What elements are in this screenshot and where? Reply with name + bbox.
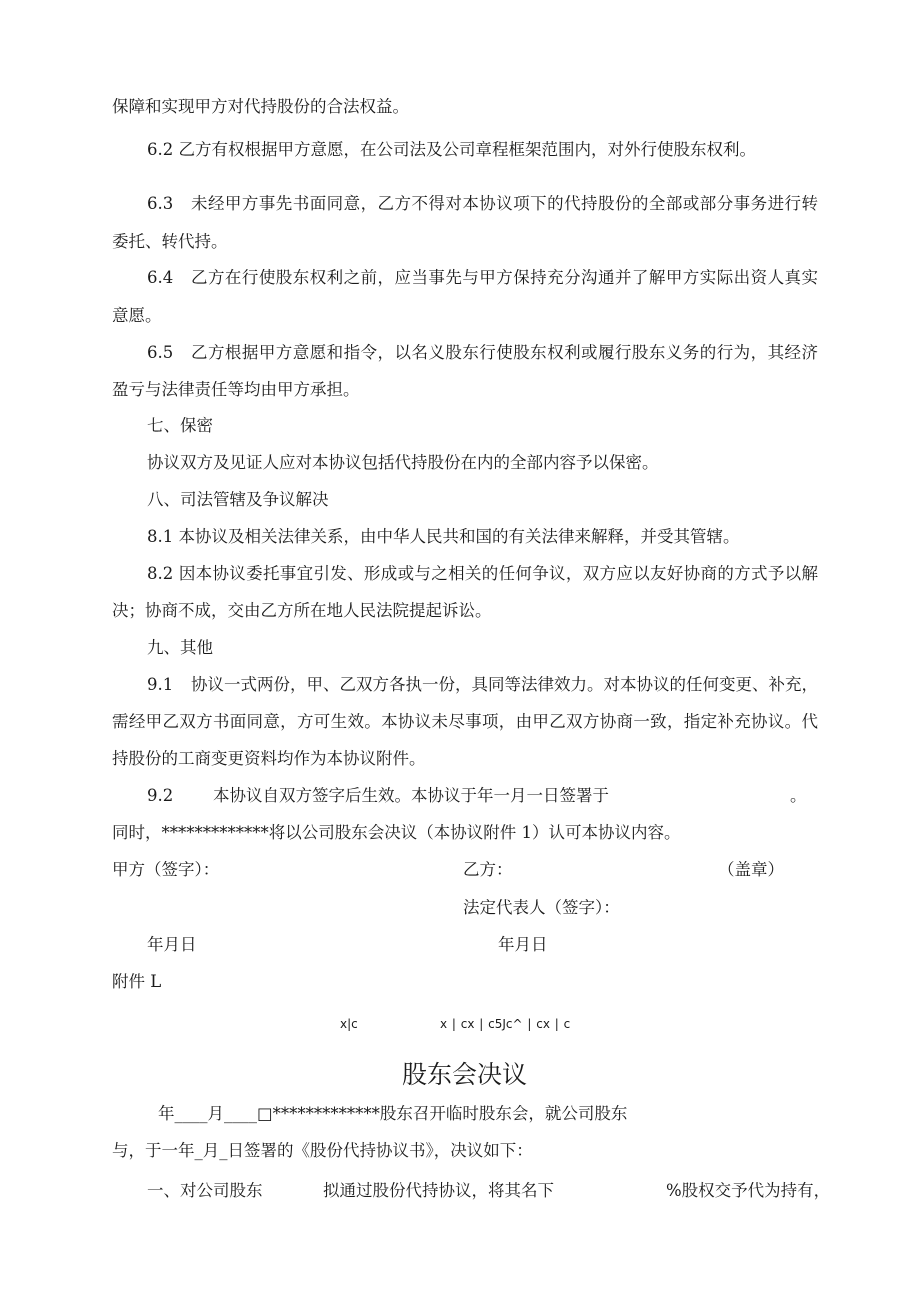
ocr-artifact: x | cx | c5Jc^ | cx | c bbox=[440, 1017, 571, 1031]
clause-9-1-number: 9.1 bbox=[147, 675, 174, 694]
annex-label: 附件 L bbox=[112, 972, 162, 991]
section-heading-confidentiality: 七、保密 bbox=[147, 416, 213, 435]
paragraph-line: 持股份的工商变更资料均作为本协议附件。 bbox=[112, 749, 426, 768]
section-heading-other: 九、其他 bbox=[147, 638, 213, 657]
resolution-item-1-part-c: %股权交予代为持有， bbox=[666, 1181, 831, 1200]
date-party-a: 年月日 bbox=[147, 935, 197, 954]
paragraph-line: 协议双方及见证人应对本协议包括代持股份在内的全部内容予以保密。 bbox=[147, 453, 659, 472]
clause-6-3-text: 未经甲方事先书面同意，乙方不得对本协议项下的代持股份的全部或部分事务进行转 bbox=[191, 194, 818, 213]
seal-label: （盖章） bbox=[718, 860, 784, 879]
clause-8-1: 8.1 本协议及相关法律关系，由中华人民共和国的有关法律来解释，并受其管辖。 bbox=[147, 527, 740, 546]
clause-9-1-text: 协议一式两份，甲、乙双方各执一份，具同等法律效力。对本协议的任何变更、补充， bbox=[191, 675, 818, 694]
clause-6-2: 6.2 乙方有权根据甲方意愿，在公司法及公司章程框架范围内，对外行使股东权利。 bbox=[147, 140, 756, 159]
party-a-signature: 甲方（签字）： bbox=[112, 860, 220, 879]
date-party-b: 年月日 bbox=[498, 935, 548, 954]
resolution-item-1-part-b: 拟通过股份代持协议，将其名下 bbox=[323, 1181, 554, 1200]
legal-representative-signature: 法定代表人（签字）： bbox=[463, 898, 620, 917]
clause-6-4-text: 乙方在行使股东权利之前，应当事先与甲方保持充分沟通并了解甲方实际出资人真实 bbox=[191, 268, 818, 287]
resolution-title: 股东会决议 bbox=[402, 1060, 528, 1089]
ocr-artifact: x|c bbox=[340, 1017, 358, 1031]
resolution-line: 与，于一年_月_日签署的《股份代持协议书》，决议如下： bbox=[112, 1141, 533, 1160]
paragraph-line: 委托、转代持。 bbox=[112, 232, 228, 251]
paragraph-line: 决；协商不成，交由乙方所在地人民法院提起诉讼。 bbox=[112, 601, 492, 620]
paragraph-line: 保障和实现甲方对代持股份的合法权益。 bbox=[112, 97, 409, 116]
clause-6-5-number: 6.5 bbox=[147, 343, 174, 362]
party-b-label: 乙方： bbox=[463, 860, 513, 879]
paragraph-line: 意愿。 bbox=[112, 306, 162, 325]
paragraph-line: 同时，*************将以公司股东会决议（本协议附件 1）认可本协议内容。 bbox=[112, 823, 681, 842]
section-heading-jurisdiction: 八、司法管辖及争议解决 bbox=[147, 490, 329, 509]
clause-8-2: 8.2 因本协议委托事宜引发、形成或与之相关的任何争议，双方应以友好协商的方式予以解 bbox=[147, 564, 818, 583]
clause-9-2-number: 9.2 bbox=[147, 786, 174, 805]
resolution-line: 年____月____□*************股东召开临时股东会，就公司股东 bbox=[158, 1104, 628, 1123]
paragraph-line: 需经甲乙双方书面同意，方可生效。本协议未尽事项，由甲乙双方协商一致，指定补充协议。代 bbox=[112, 712, 818, 731]
resolution-item-1-part-a: 一、对公司股东 bbox=[147, 1181, 263, 1200]
clause-9-2-end: 。 bbox=[790, 786, 807, 805]
clause-6-4-number: 6.4 bbox=[147, 268, 174, 287]
clause-6-5-text: 乙方根据甲方意愿和指令，以名义股东行使股东权利或履行股东义务的行为，其经济 bbox=[191, 343, 818, 362]
clause-9-2-text: 本协议自双方签字后生效。本协议于年一月一日签署于 bbox=[213, 786, 609, 805]
paragraph-line: 盈亏与法律责任等均由甲方承担。 bbox=[112, 380, 360, 399]
clause-6-3-number: 6.3 bbox=[147, 194, 174, 213]
